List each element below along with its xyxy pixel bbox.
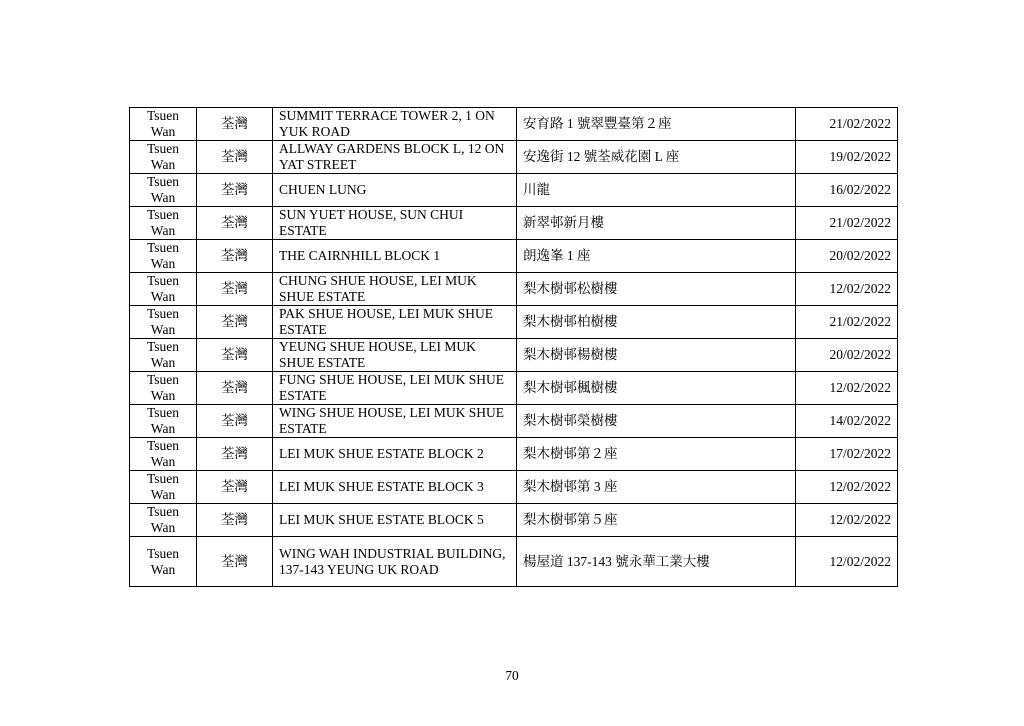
building-name-english-cell: THE CAIRNHILL BLOCK 1	[273, 240, 517, 273]
district-cell: Tsuen Wan	[130, 273, 197, 306]
table-row	[130, 405, 898, 438]
table-row	[130, 339, 898, 372]
building-name-english-cell: LEI MUK SHUE ESTATE BLOCK 5	[273, 504, 517, 537]
building-name-english-cell: SUMMIT TERRACE TOWER 2, 1 ON YUK ROAD	[273, 108, 517, 141]
building-name-english-cell: LEI MUK SHUE ESTATE BLOCK 2	[273, 438, 517, 471]
district-chinese-cell: 荃灣	[197, 207, 273, 240]
building-name-english-cell: WING SHUE HOUSE, LEI MUK SHUE ESTATE	[273, 405, 517, 438]
district-cell: Tsuen Wan	[130, 372, 197, 405]
district-chinese-cell: 荃灣	[197, 438, 273, 471]
building-name-english-cell: FUNG SHUE HOUSE, LEI MUK SHUE ESTATE	[273, 372, 517, 405]
building-name-chinese-cell: 梨木樹邨第 3 座	[517, 471, 796, 504]
building-name-chinese-cell: 梨木樹邨楊樹樓	[517, 339, 796, 372]
table-row	[130, 537, 898, 587]
date-cell: 20/02/2022	[796, 240, 898, 273]
building-name-chinese-cell: 新翠邨新月樓	[517, 207, 796, 240]
district-cell: Tsuen Wan	[130, 438, 197, 471]
district-cell: Tsuen Wan	[130, 537, 197, 587]
date-cell: 12/02/2022	[796, 372, 898, 405]
district-chinese-cell: 荃灣	[197, 339, 273, 372]
building-name-english-cell: YEUNG SHUE HOUSE, LEI MUK SHUE ESTATE	[273, 339, 517, 372]
district-chinese-cell: 荃灣	[197, 108, 273, 141]
district-chinese-cell: 荃灣	[197, 174, 273, 207]
building-name-english-cell: WING WAH INDUSTRIAL BUILDING, 137-143 YEUNG UK ROAD	[273, 537, 517, 587]
district-chinese-cell: 荃灣	[197, 504, 273, 537]
table-row	[130, 141, 898, 174]
district-cell: Tsuen Wan	[130, 504, 197, 537]
district-cell: Tsuen Wan	[130, 405, 197, 438]
building-name-chinese-cell: 梨木樹邨第２座	[517, 438, 796, 471]
building-name-english-cell: PAK SHUE HOUSE, LEI MUK SHUE ESTATE	[273, 306, 517, 339]
table-row	[130, 306, 898, 339]
district-chinese-cell: 荃灣	[197, 372, 273, 405]
table-row	[130, 207, 898, 240]
building-name-chinese-cell: 梨木樹邨第５座	[517, 504, 796, 537]
district-cell: Tsuen Wan	[130, 141, 197, 174]
district-chinese-cell: 荃灣	[197, 405, 273, 438]
date-cell: 20/02/2022	[796, 339, 898, 372]
table-row	[130, 108, 898, 141]
date-cell: 14/02/2022	[796, 405, 898, 438]
district-chinese-cell: 荃灣	[197, 240, 273, 273]
district-cell: Tsuen Wan	[130, 306, 197, 339]
buildings-table	[129, 107, 898, 587]
building-name-chinese-cell: 梨木樹邨榮樹樓	[517, 405, 796, 438]
district-cell: Tsuen Wan	[130, 471, 197, 504]
date-cell: 17/02/2022	[796, 438, 898, 471]
district-cell: Tsuen Wan	[130, 108, 197, 141]
date-cell: 19/02/2022	[796, 141, 898, 174]
date-cell: 12/02/2022	[796, 537, 898, 587]
building-name-chinese-cell: 安育路 1 號翠豐臺第２座	[517, 108, 796, 141]
table-row	[130, 174, 898, 207]
district-cell: Tsuen Wan	[130, 339, 197, 372]
page-number: 70	[505, 668, 519, 683]
date-cell: 21/02/2022	[796, 306, 898, 339]
district-cell: Tsuen Wan	[130, 207, 197, 240]
district-chinese-cell: 荃灣	[197, 273, 273, 306]
district-chinese-cell: 荃灣	[197, 306, 273, 339]
district-cell: Tsuen Wan	[130, 240, 197, 273]
date-cell: 21/02/2022	[796, 108, 898, 141]
building-name-chinese-cell: 梨木樹邨松樹樓	[517, 273, 796, 306]
building-name-chinese-cell: 楊屋道 137-143 號永華工業大樓	[517, 537, 796, 587]
date-cell: 12/02/2022	[796, 504, 898, 537]
building-name-chinese-cell: 川龍	[517, 174, 796, 207]
building-name-english-cell: LEI MUK SHUE ESTATE BLOCK 3	[273, 471, 517, 504]
building-name-english-cell: SUN YUET HOUSE, SUN CHUI ESTATE	[273, 207, 517, 240]
building-name-english-cell: CHUNG SHUE HOUSE, LEI MUK SHUE ESTATE	[273, 273, 517, 306]
district-chinese-cell: 荃灣	[197, 141, 273, 174]
table-row	[130, 471, 898, 504]
date-cell: 12/02/2022	[796, 273, 898, 306]
date-cell: 16/02/2022	[796, 174, 898, 207]
building-name-chinese-cell: 梨木樹邨楓樹樓	[517, 372, 796, 405]
table-row	[130, 504, 898, 537]
district-chinese-cell: 荃灣	[197, 537, 273, 587]
building-name-chinese-cell: 朗逸峯 1 座	[517, 240, 796, 273]
building-name-chinese-cell: 梨木樹邨柏樹樓	[517, 306, 796, 339]
table-row	[130, 372, 898, 405]
date-cell: 12/02/2022	[796, 471, 898, 504]
building-name-chinese-cell: 安逸街 12 號荃威花園 L 座	[517, 141, 796, 174]
district-chinese-cell: 荃灣	[197, 471, 273, 504]
building-name-english-cell: ALLWAY GARDENS BLOCK L, 12 ON YAT STREET	[273, 141, 517, 174]
building-name-english-cell: CHUEN LUNG	[273, 174, 517, 207]
date-cell: 21/02/2022	[796, 207, 898, 240]
table-row	[130, 438, 898, 471]
table-row	[130, 240, 898, 273]
table-row	[130, 273, 898, 306]
district-cell: Tsuen Wan	[130, 174, 197, 207]
